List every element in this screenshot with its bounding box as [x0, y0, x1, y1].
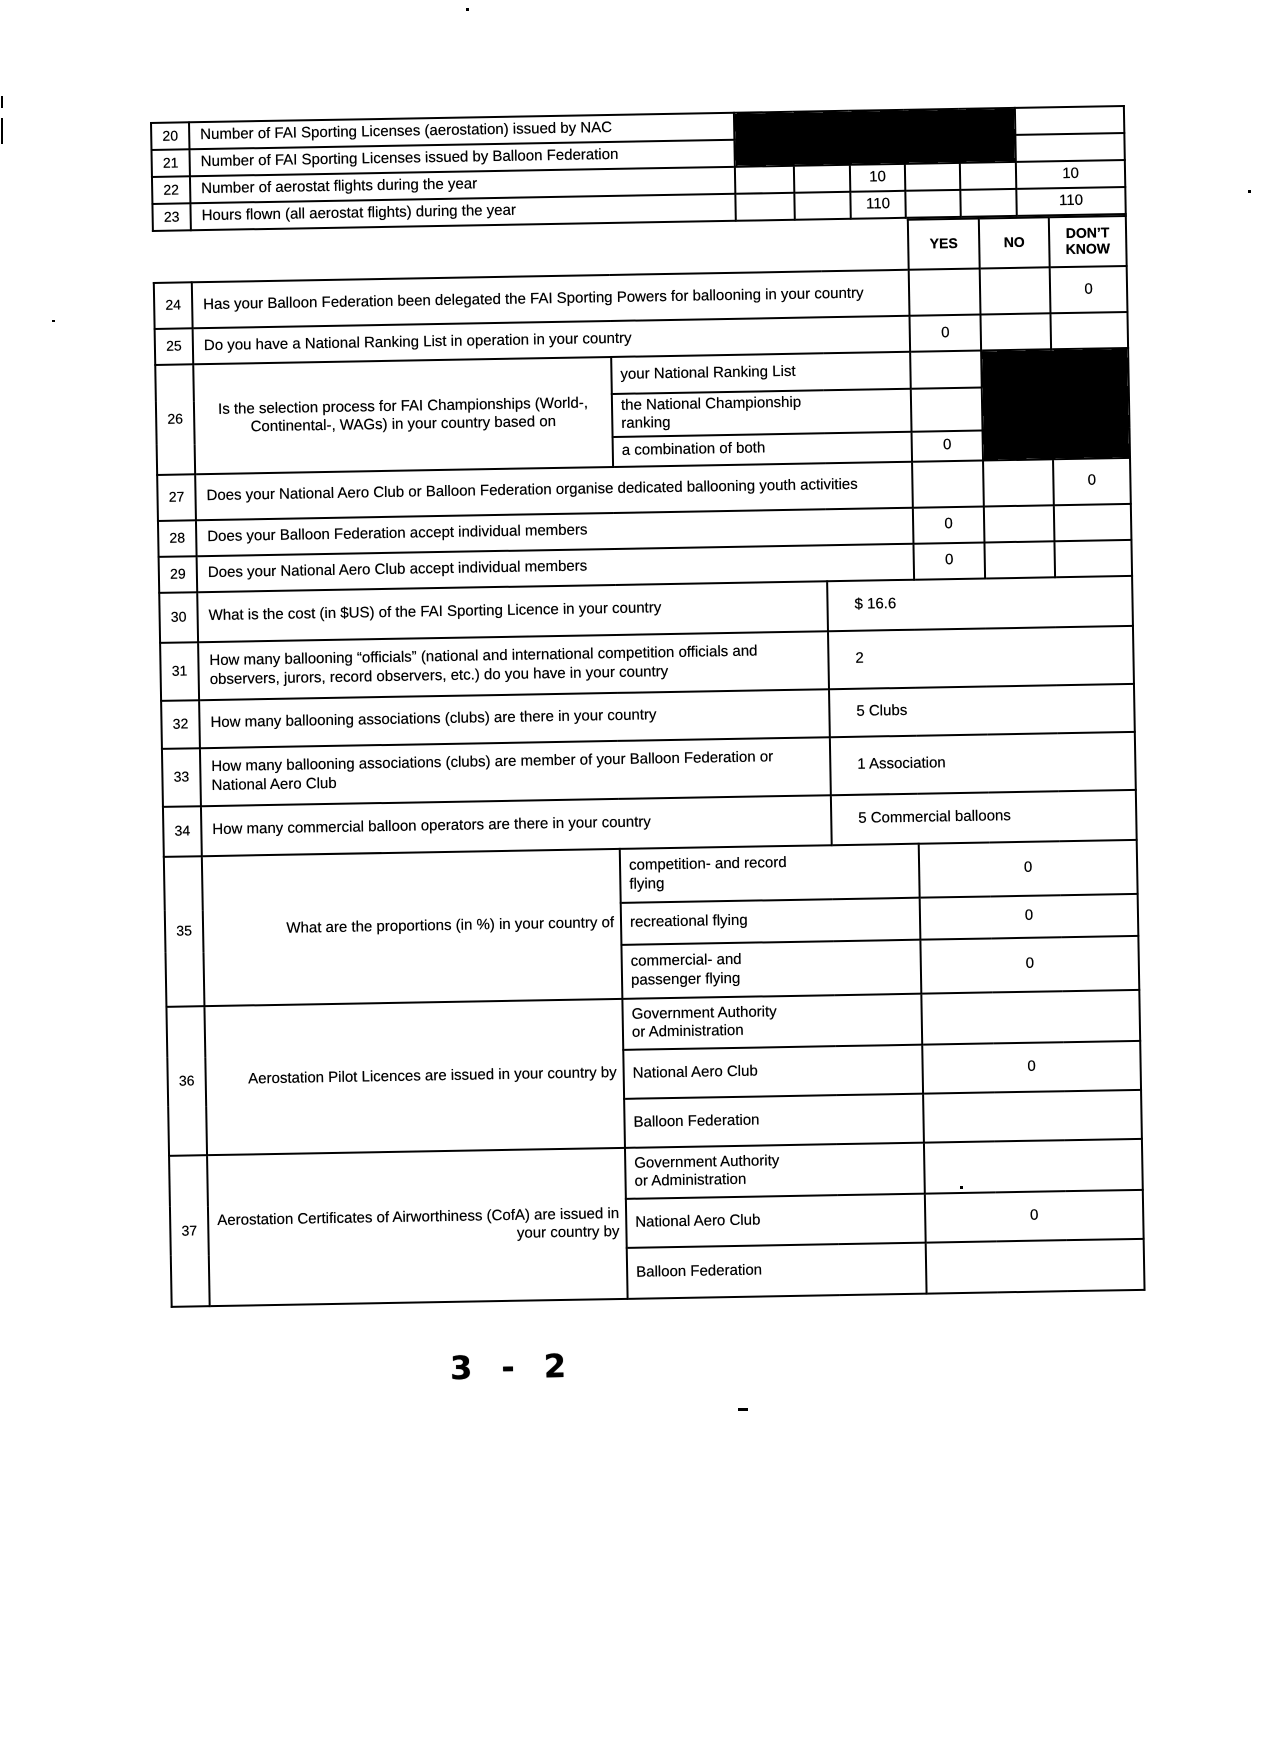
question-cell: How many ballooning associations (clubs) are there in your country [199, 689, 830, 748]
question-cell: Do you have a National Ranking List in operation in your country [193, 316, 911, 365]
redaction-box [734, 108, 1016, 167]
right-value-cell [1015, 133, 1124, 162]
value-cell [905, 163, 960, 191]
sub-option-cell [620, 843, 920, 902]
yes-cell [911, 388, 983, 432]
right-value-cell [1015, 106, 1124, 135]
sub-option-cell: National Aero Club [623, 1044, 923, 1098]
value-cell [735, 166, 794, 194]
sub-option-cell [622, 993, 922, 1049]
scan-speck [738, 1408, 748, 1411]
sub-option-cell: recreational flying [621, 897, 921, 944]
scan-speck [1, 96, 3, 108]
question-cell: How many ballooning associations (clubs) are member of your Balloon Federation or National Aero Club [200, 737, 831, 806]
yes-cell [912, 460, 984, 507]
row-number-cell: 35 [164, 856, 205, 1007]
yes-cell [909, 269, 981, 316]
sub-option-cell: Balloon Federation [624, 1093, 924, 1147]
answer-cell: 0 [922, 1040, 1141, 1093]
row-number-cell: 36 [166, 1006, 207, 1156]
question-cell: Has your Balloon Federation been delegated the FAI Sporting Powers for ballooning in your country [192, 270, 910, 329]
answer-cell: 5 Clubs [829, 684, 1135, 737]
value-cell [905, 190, 960, 218]
question-cell: Number of FAI Sporting Licenses issued by Balloon Federation [189, 140, 734, 177]
question-cell: Does your National Aero Club or Balloon Federation organise dedicated ballooning youth activities [195, 461, 913, 520]
dont-know-cell: 0 [1053, 458, 1131, 505]
answer-cell [923, 1089, 1142, 1142]
right-value-cell: 10 [1016, 160, 1125, 189]
no-cell [980, 313, 1051, 350]
row-number-cell: 20 [151, 122, 189, 150]
sub-option-cell: Balloon Federation [627, 1242, 927, 1298]
row-number-cell: 23 [152, 203, 190, 231]
value-cell [794, 165, 850, 193]
questionnaire-table [152, 215, 1146, 1307]
scan-speck [1248, 190, 1251, 193]
yes-cell: 0 [913, 542, 985, 579]
question-cell: Hours flown (all aerostat flights) during the year [190, 194, 735, 231]
no-cell [984, 505, 1055, 542]
row-number-cell: 21 [151, 149, 189, 177]
answer-cell [926, 1238, 1145, 1293]
answer-cell: 0 [920, 935, 1139, 993]
question-cell: Is the selection process for FAI Championships (World-, Continental-, WAGs) in your country based on [193, 357, 613, 474]
yes-cell: 0 [909, 315, 981, 352]
dont-know-cell: 0 [1050, 266, 1128, 313]
sub-option-cell: your National Ranking List [611, 352, 911, 394]
dont-know-cell [1054, 504, 1132, 541]
form-area [150, 105, 1144, 1307]
row-number-cell: 30 [159, 592, 198, 643]
answer-cell: 0 [925, 1189, 1144, 1242]
sub-option-label: competition- and record flying [628, 854, 787, 893]
sub-option-cell: National Aero Club [626, 1193, 926, 1247]
answer-cell: $ 16.6 [827, 576, 1133, 631]
question-cell: Does your Balloon Federation accept individual members [196, 507, 914, 556]
question-cell: Aerostation Certificates of Airworthiness (CofA) are issued in your country by [207, 1147, 628, 1305]
footer-page-mark: 3 - 2 [449, 1346, 576, 1388]
question-cell: How many commercial balloon operators are there in your country [201, 795, 832, 856]
answer-cell [921, 989, 1140, 1044]
sub-option-cell: a combination of both [613, 431, 912, 466]
col-header-dont-know: DON’T KNOW [1049, 216, 1127, 267]
mid-value-cell: 10 [850, 164, 905, 192]
yes-cell: 0 [913, 506, 985, 543]
answer-cell: 5 Commercial balloons [831, 789, 1137, 844]
question-cell: Aerostation Pilot Licences are issued in your country by [204, 998, 625, 1154]
row-number-cell: 24 [154, 282, 193, 329]
question-cell: Number of FAI Sporting Licenses (aerostation) issued by NAC [189, 113, 734, 150]
answer-cell: 0 [919, 839, 1138, 897]
flights-table [150, 105, 1127, 232]
answer-cell: 1 Association [830, 731, 1136, 794]
scan-speck [52, 320, 55, 322]
row-number-cell: 29 [159, 556, 198, 593]
question-cell: What are the proportions (in %) in your country of [202, 849, 623, 1006]
row-number-cell: 25 [155, 328, 194, 365]
yes-cell: 0 [912, 430, 984, 461]
row-number-cell: 31 [160, 642, 199, 701]
value-cell [960, 189, 1017, 217]
col-header-yes: YES [908, 219, 980, 270]
row-number-cell: 32 [161, 700, 200, 749]
no-cell [980, 267, 1051, 314]
right-value-cell: 110 [1016, 187, 1125, 216]
redaction-box [981, 348, 1130, 460]
value-cell [960, 162, 1017, 190]
answer-cell: 0 [920, 893, 1139, 939]
no-cell [983, 459, 1054, 506]
row-number-cell: 26 [155, 364, 195, 474]
value-cell [794, 192, 850, 220]
mid-value-cell: 110 [850, 191, 905, 219]
row-number-cell: 28 [158, 520, 197, 557]
row-number-cell: 22 [152, 176, 190, 204]
question-cell: How many ballooning “officials” (national and international competition officials and observers, jurors, record observers, etc.) do you have in your country [198, 631, 829, 700]
row-number-cell: 33 [162, 748, 201, 807]
dont-know-cell [1054, 540, 1132, 577]
row-number-cell: 27 [157, 474, 196, 521]
row-number-cell: 37 [169, 1155, 210, 1307]
sub-option-label: Government Authority or Administration [634, 1151, 780, 1190]
question-cell: Number of aerostat flights during the year [190, 167, 735, 204]
scan-speck [1, 118, 3, 144]
sub-option-cell [625, 1142, 925, 1198]
value-cell [735, 193, 794, 221]
sub-option-cell [621, 939, 921, 998]
sub-option-label: the National Championship ranking [620, 393, 802, 433]
dont-know-cell [1050, 312, 1128, 349]
yes-cell [910, 351, 982, 389]
answer-cell: 2 [828, 626, 1134, 689]
sub-option-cell [612, 389, 912, 437]
scan-speck [466, 8, 469, 11]
answer-cell [924, 1138, 1143, 1193]
no-cell [984, 541, 1055, 578]
question-cell: Does your National Aero Club accept individual members [197, 543, 915, 592]
question-cell: What is the cost (in $US) of the FAI Sporting Licence in your country [197, 581, 828, 642]
col-header-no: NO [979, 217, 1050, 268]
sub-option-label: commercial- and passenger flying [630, 951, 742, 989]
row-number-cell: 34 [163, 806, 202, 857]
sub-option-label: Government Authority or Administration [631, 1002, 777, 1041]
